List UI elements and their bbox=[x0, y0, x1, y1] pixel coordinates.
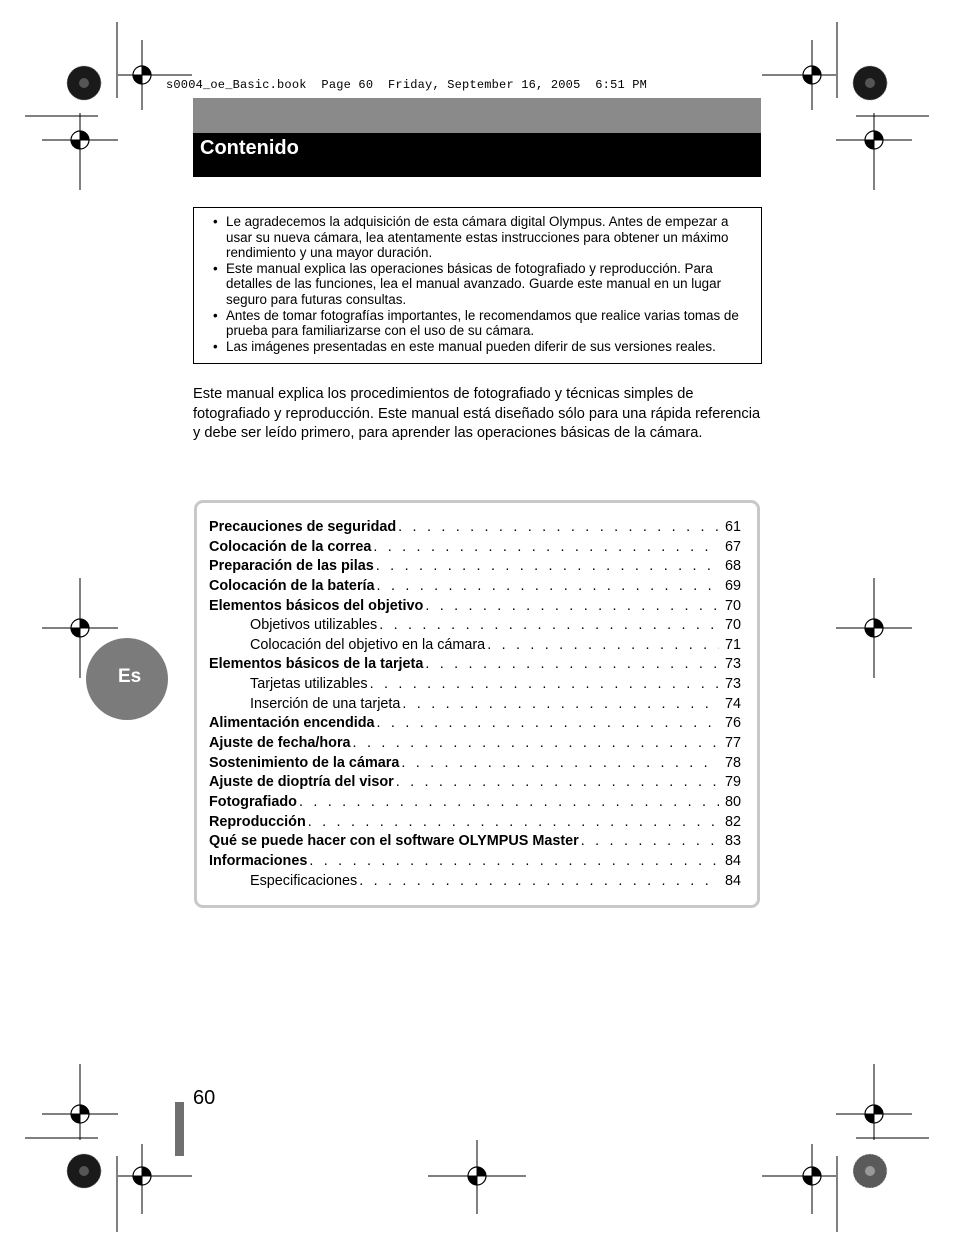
toc-entry-page: 83 bbox=[724, 833, 741, 850]
toc-entry-label: Precauciones de seguridad bbox=[209, 519, 397, 535]
toc-entry bbox=[209, 518, 741, 538]
toc-leader-dots bbox=[353, 734, 719, 754]
toc-leader-dots bbox=[308, 813, 719, 833]
toc-entry-label: Preparación de las pilas bbox=[209, 558, 374, 575]
toc-entry-label: Sostenimiento de la cámara bbox=[209, 754, 400, 771]
toc-leader-dots bbox=[299, 793, 719, 813]
toc-leader-dots bbox=[370, 675, 719, 695]
toc-entry-page: 74 bbox=[724, 695, 741, 712]
toc-leader-dots bbox=[487, 636, 719, 656]
toc-entry-page: 82 bbox=[724, 813, 741, 830]
notes-box bbox=[193, 207, 762, 364]
toc-entry-label: Qué se puede hacer con el software OLYMPUS Master bbox=[209, 833, 579, 850]
toc-leader-dots bbox=[377, 577, 719, 597]
toc-entry bbox=[209, 832, 741, 852]
note-item: • Antes de tomar fotografías importantes, le recomendamos que realice varias tomas de prueba para familiarizarse con el uso de su cámara. bbox=[226, 308, 753, 339]
toc-leader-dots bbox=[376, 557, 719, 577]
toc-entry bbox=[209, 597, 741, 617]
toc-entry-page: 73 bbox=[724, 676, 741, 693]
toc-entry bbox=[209, 813, 741, 833]
title-bar-top bbox=[193, 98, 761, 133]
toc-entry-page: 77 bbox=[724, 735, 741, 752]
toc-entry-label: Objetivos utilizables bbox=[250, 617, 378, 634]
language-tab-label: Es bbox=[118, 666, 142, 687]
toc-entry-page: 73 bbox=[724, 656, 741, 673]
toc-entry-label: Especificaciones bbox=[250, 872, 358, 889]
toc-entry bbox=[209, 655, 741, 675]
toc-entry bbox=[209, 616, 741, 636]
toc-entry-page: 79 bbox=[724, 774, 741, 791]
toc-leader-dots bbox=[402, 695, 719, 715]
note-item: • Le agradecemos la adquisición de esta cámara digital Olympus. Antes de empezar a usar su nueva cámara, lea atentamente estas instrucciones para obtener un máximo rendimiento y una mayor duración. bbox=[226, 214, 753, 261]
toc-entry bbox=[209, 754, 741, 774]
toc-entry-page: 71 bbox=[724, 636, 741, 653]
toc-entry-page: 61 bbox=[724, 519, 741, 535]
toc-leader-dots bbox=[425, 655, 719, 675]
toc-entry-page: 68 bbox=[724, 558, 741, 575]
toc-entry bbox=[209, 734, 741, 754]
toc-entry-page: 70 bbox=[724, 597, 741, 614]
table-of-contents bbox=[194, 500, 760, 908]
toc-leader-dots bbox=[377, 714, 719, 734]
toc-entry bbox=[209, 852, 741, 872]
toc-leader-dots bbox=[373, 538, 719, 558]
toc-leader-dots bbox=[398, 518, 719, 538]
toc-leader-dots bbox=[401, 754, 719, 774]
toc-entry bbox=[209, 793, 741, 813]
toc-leader-dots bbox=[379, 616, 719, 636]
notes-list bbox=[194, 208, 761, 354]
intro-paragraph: Este manual explica los procedimientos de fotografiado y técnicas simples de fotografiado y reproducción. Este manual está diseñado sólo para una rápida referencia y debe ser leído primero, para aprender las operaciones básicas de la cámara. bbox=[193, 386, 761, 441]
toc-leader-dots bbox=[425, 597, 719, 617]
toc-entry-label: Colocación de la correa bbox=[209, 538, 372, 555]
toc-entry-label: Ajuste de dioptría del visor bbox=[209, 774, 394, 791]
toc-entry bbox=[209, 577, 741, 597]
toc-entry bbox=[209, 695, 741, 715]
toc-entry-label: Alimentación encendida bbox=[209, 715, 375, 732]
toc-entry-label: Elementos básicos del objetivo bbox=[209, 597, 424, 614]
toc-entry bbox=[209, 538, 741, 558]
toc-entry-label: Informaciones bbox=[209, 852, 308, 869]
note-item: • Este manual explica las operaciones básicas de fotografiado y reproducción. Para detalles de las funciones, lea el manual avanzado. Guarde este manual en un lugar seguro para futuras consultas. bbox=[226, 261, 753, 308]
toc-entry-label: Inserción de una tarjeta bbox=[250, 695, 401, 712]
toc-entry-page: 84 bbox=[724, 872, 741, 889]
toc-entry-label: Fotografiado bbox=[209, 793, 297, 810]
toc-leader-dots bbox=[359, 872, 719, 892]
note-item: • Las imágenes presentadas en este manual pueden diferir de sus versiones reales. bbox=[226, 339, 753, 355]
toc-entry bbox=[209, 872, 741, 892]
toc-entry-label: Reproducción bbox=[209, 813, 306, 830]
toc-entry-page: 80 bbox=[724, 793, 741, 810]
toc-entry-page: 84 bbox=[724, 852, 741, 869]
toc-entry-label: Elementos básicos de la tarjeta bbox=[209, 656, 424, 673]
toc-leader-dots bbox=[396, 773, 719, 793]
toc-entry bbox=[209, 636, 741, 656]
toc-entry-label: Colocación del objetivo en la cámara bbox=[250, 636, 486, 653]
toc-entry-page: 69 bbox=[724, 577, 741, 594]
toc-entry-label: Ajuste de fecha/hora bbox=[209, 735, 351, 752]
toc-entry bbox=[209, 714, 741, 734]
toc-entry bbox=[209, 773, 741, 793]
page-number: 60 bbox=[193, 1087, 216, 1109]
toc-entry-page: 78 bbox=[724, 754, 741, 771]
toc-entry bbox=[209, 557, 741, 577]
toc-entry-label: Colocación de la batería bbox=[209, 577, 375, 594]
toc-list bbox=[209, 518, 741, 891]
toc-entry-label: Tarjetas utilizables bbox=[250, 676, 368, 693]
toc-leader-dots bbox=[581, 832, 719, 852]
toc-entry-page: 76 bbox=[724, 715, 741, 732]
toc-entry-page: 67 bbox=[724, 538, 741, 555]
book-header: s0004_oe_Basic.book Page 60 Friday, September 16, 2005 6:51 PM bbox=[166, 78, 648, 92]
toc-leader-dots bbox=[309, 852, 719, 872]
page-number-bar bbox=[175, 1102, 184, 1156]
toc-entry-page: 70 bbox=[724, 617, 741, 634]
page-title: Contenido bbox=[200, 137, 299, 159]
toc-entry bbox=[209, 675, 741, 695]
